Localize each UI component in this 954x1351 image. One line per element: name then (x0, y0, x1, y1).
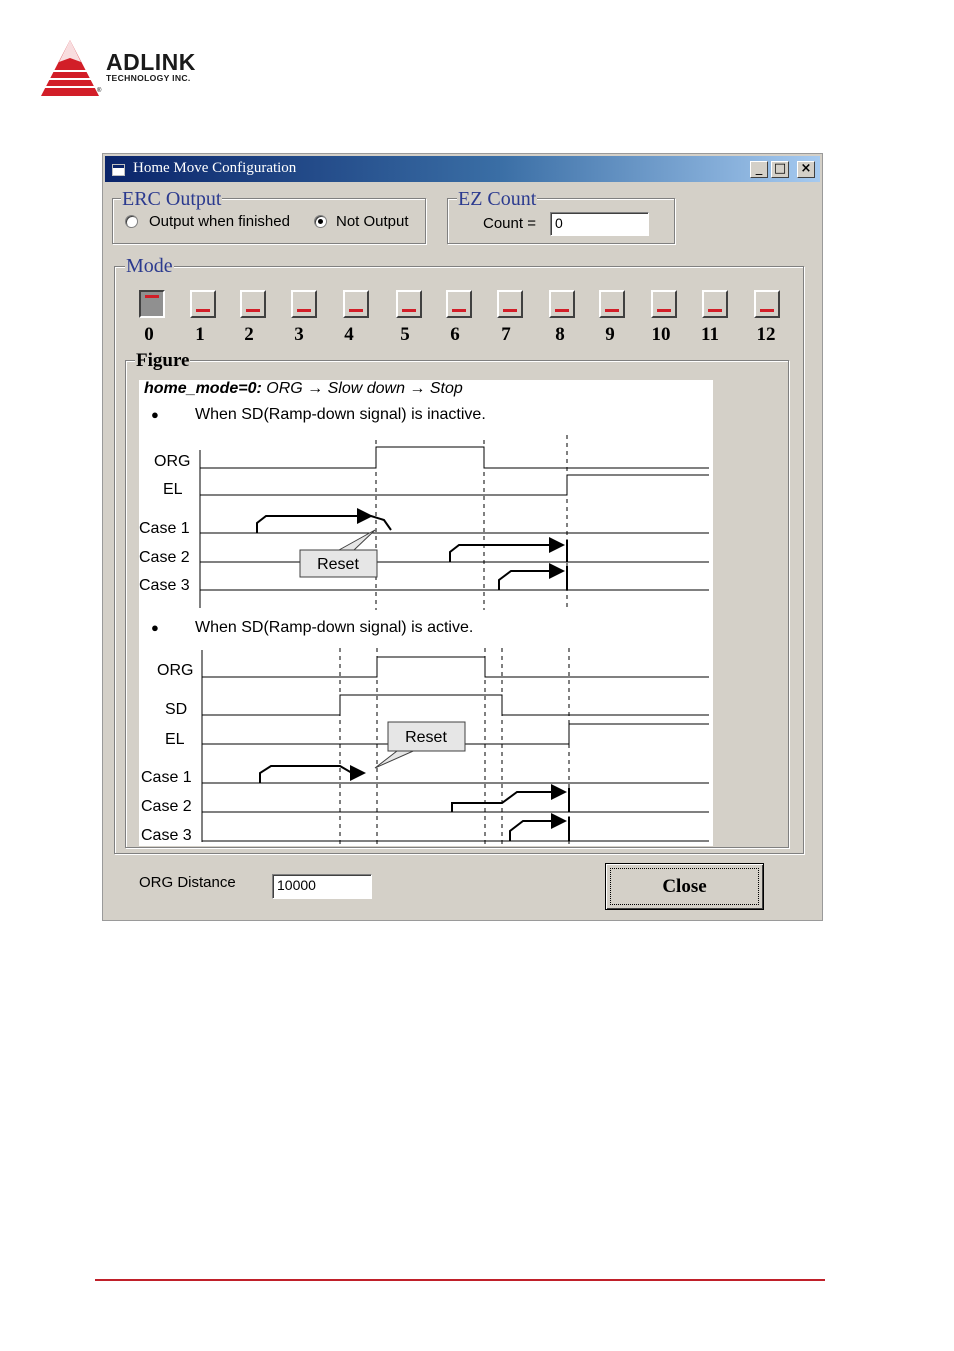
reset-label-1: Reset (317, 556, 359, 573)
signal-label-el-2: EL (165, 731, 185, 748)
mode-button-6[interactable] (446, 290, 472, 318)
radio-not-output[interactable] (314, 215, 327, 228)
maximize-button[interactable]: □ (771, 161, 789, 178)
mode-number-2: 2 (244, 324, 254, 345)
mode-number-4: 4 (344, 324, 354, 345)
close-button-label: Close (610, 868, 759, 905)
window-icon (112, 164, 125, 176)
footer-divider (95, 1279, 825, 1281)
reset-label-2: Reset (405, 729, 447, 746)
mode-button-3[interactable] (291, 290, 317, 318)
section1-text: When SD(Ramp-down signal) is inactive. (195, 406, 486, 423)
logo-brand-text: ADLINK (106, 49, 196, 75)
radio-output-when-finished-label[interactable]: Output when finished (149, 213, 290, 230)
close-window-button[interactable]: × (797, 161, 815, 178)
close-button[interactable] (605, 863, 764, 910)
mode-number-9: 9 (605, 324, 615, 345)
mode-button-8[interactable] (549, 290, 575, 318)
mode-number-1: 1 (195, 324, 205, 345)
mode-button-2[interactable] (240, 290, 266, 318)
mode-number-5: 5 (400, 324, 410, 345)
bullet-2: ● (151, 620, 159, 635)
mode-button-9[interactable] (599, 290, 625, 318)
signal-label-org-1: ORG (154, 453, 191, 470)
timing-diagram (139, 380, 713, 846)
signal-label-case2-2: Case 2 (141, 798, 192, 815)
mode-button-10[interactable] (651, 290, 677, 318)
bullet-1: ● (151, 407, 159, 422)
mode-number-0: 0 (144, 324, 154, 345)
adlink-triangle-icon (40, 38, 102, 100)
mode-number-6: 6 (450, 324, 460, 345)
signal-label-el-1: EL (163, 481, 183, 498)
mode-button-5[interactable] (396, 290, 422, 318)
title-bar[interactable] (105, 156, 820, 182)
window-title: Home Move Configuration (133, 160, 297, 176)
radio-output-when-finished[interactable] (125, 215, 138, 228)
figure-heading-sequence: ORG → Slow down → Stop (261, 380, 463, 397)
home-move-config-window (102, 153, 823, 921)
mode-number-10: 10 (651, 324, 671, 345)
mode-number-8: 8 (555, 324, 565, 345)
mode-button-1[interactable] (190, 290, 216, 318)
ez-count-input[interactable]: 0 (550, 212, 649, 236)
mode-number-7: 7 (501, 324, 511, 345)
mode-number-12: 12 (756, 324, 776, 345)
mode-button-4[interactable] (343, 290, 369, 318)
minimize-button[interactable]: _ (750, 161, 768, 178)
section2-text: When SD(Ramp-down signal) is active. (195, 619, 474, 636)
signal-label-case1-2: Case 1 (141, 769, 192, 786)
mode-button-0[interactable] (139, 290, 165, 318)
org-distance-input[interactable]: 10000 (272, 874, 372, 899)
mode-legend: Mode (126, 255, 173, 277)
signal-label-sd-2: SD (165, 701, 188, 718)
mode-button-12[interactable] (754, 290, 780, 318)
mode-button-7[interactable] (497, 290, 523, 318)
timing-figure (139, 380, 713, 846)
signal-label-case1-1: Case 1 (139, 520, 190, 537)
signal-label-case2-1: Case 2 (139, 549, 190, 566)
radio-not-output-label[interactable]: Not Output (336, 213, 409, 230)
logo-subtitle: TECHNOLOGY INC. (106, 73, 191, 83)
figure-heading-mode: home_mode=0: (144, 380, 262, 397)
signal-label-case3-1: Case 3 (139, 577, 190, 594)
mode-button-11[interactable] (702, 290, 728, 318)
org-distance-label: ORG Distance (139, 874, 236, 891)
signal-label-case3-2: Case 3 (141, 827, 192, 844)
figure-legend: Figure (136, 350, 190, 371)
ez-count-legend: EZ Count (458, 188, 537, 210)
mode-number-11: 11 (701, 324, 719, 345)
mode-number-3: 3 (294, 324, 304, 345)
signal-label-org-2: ORG (157, 662, 194, 679)
ez-count-label: Count = (483, 215, 536, 232)
erc-output-legend: ERC Output (122, 188, 222, 210)
logo-registered-mark: ® (97, 88, 102, 94)
